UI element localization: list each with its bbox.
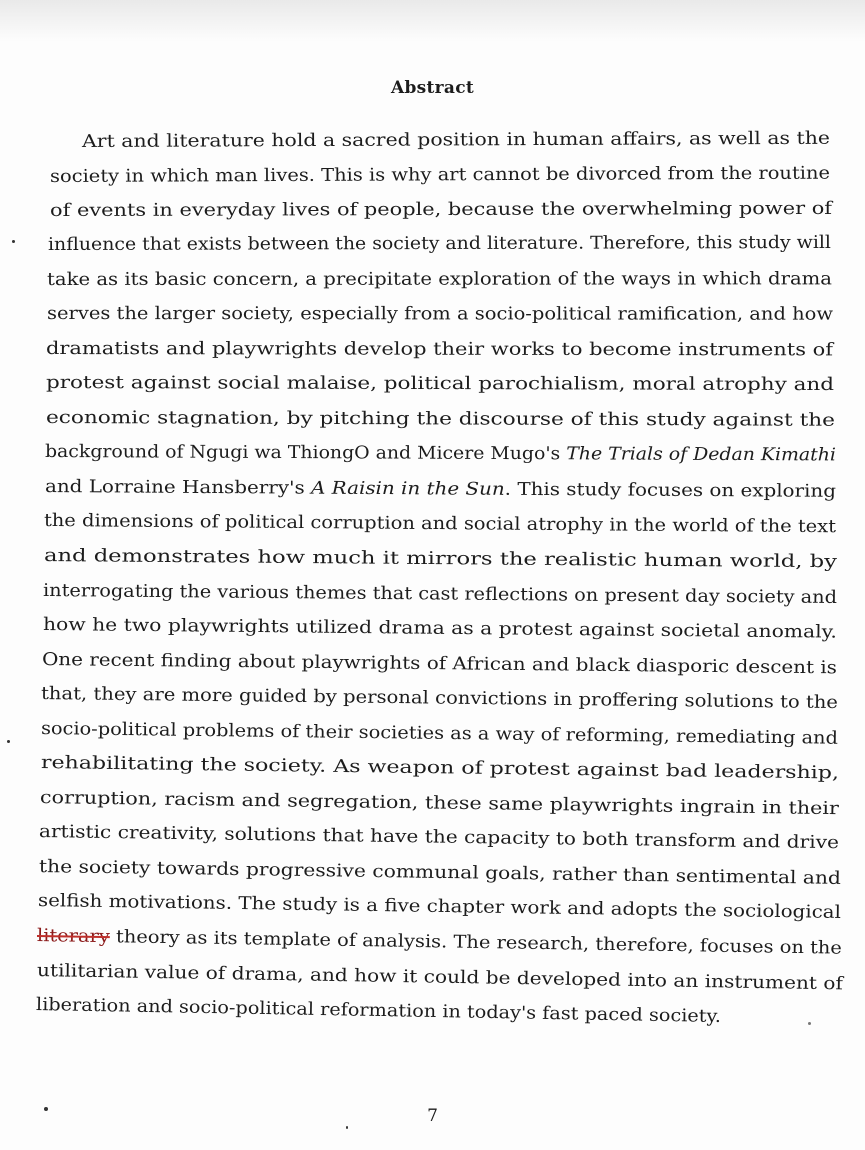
text-line: interrogating the various themes that cast reflections on present day society and [42,581,838,608]
text-line: take as its basic concern, a precipitate exploration of the ways in which drama [46,269,833,290]
text-line: influence that exists between the society and literature. Therefore, this study will [47,232,831,255]
text-line: serves the larger society, especially from a socio-political ramification, and how [46,304,834,325]
struck-word: literary [36,926,110,948]
scan-speck [808,1022,811,1025]
text-line: background of Ngugi wa ThiongO and Micere Mugo's The Trials of Dedan Kimathi [44,442,837,466]
text-line: One recent finding about playwrights of African and black diasporic descent is [41,650,838,679]
text-line: and Lorraine Hansberry's A Raisin in the Sun. This study focuses on exploring [44,477,837,502]
scan-shadow [0,0,865,42]
text-line: economic stagnation, by pitching the discourse of this study against the [45,408,836,431]
text-line: the society towards progressive communal goals, rather than sentimental and [38,857,842,889]
text-line: socio-political problems of their societies as a way of reforming, remediating and [40,719,839,749]
scan-speck [44,1107,48,1111]
text-line: that, they are more guided by personal convictions in proffering solutions to the [40,684,839,714]
text-line: rehabilitating the society. As weapon of protest against bad leadership, [40,753,840,784]
text-line: the dimensions of political corruption and social atrophy in the world of the text [43,511,837,538]
scan-speck [12,240,15,243]
text-line: of events in everyday lives of people, because the overwhelming power of [49,198,833,221]
text-line: society in which man lives. This is why art cannot be divorced from the routine [49,163,831,187]
text-line: how he two playwrights utilized drama as a protest against societal anomaly. [42,615,838,643]
text-line: Art and literature hold a sacred position in human affairs, as well as the [81,128,831,152]
text-line: literary theory as its template of analysis. The research, therefore, focuses on the [36,926,843,959]
page-title: Abstract [390,78,475,98]
scan-speck [346,1126,348,1129]
text-line: and demonstrates how much it mirrors the realistic human world, by [43,546,838,573]
text-line: corruption, racism and segregation, these same playwrights ingrain in their [39,788,840,820]
italic-title: The Trials of Dedan Kimathi [566,444,837,466]
text-line: selfish motivations. The study is a five chapter work and adopts the sociological [37,891,842,923]
text-line: artistic creativity, solutions that have the capacity to both transform and drive [38,822,840,854]
text-line: dramatists and playwrights develop their works to become instruments of [45,339,834,361]
text-line: liberation and socio-political reformation in today's fast paced society. [35,995,722,1027]
italic-title: A Raisin in the Sun [310,478,505,500]
text-line: protest against social malaise, political parochialism, moral atrophy and [45,373,835,396]
page-number: 7 [427,1106,438,1126]
text-line: utilitarian value of drama, and how it could be developed into an instrument of [36,961,844,995]
scan-speck [7,740,10,743]
